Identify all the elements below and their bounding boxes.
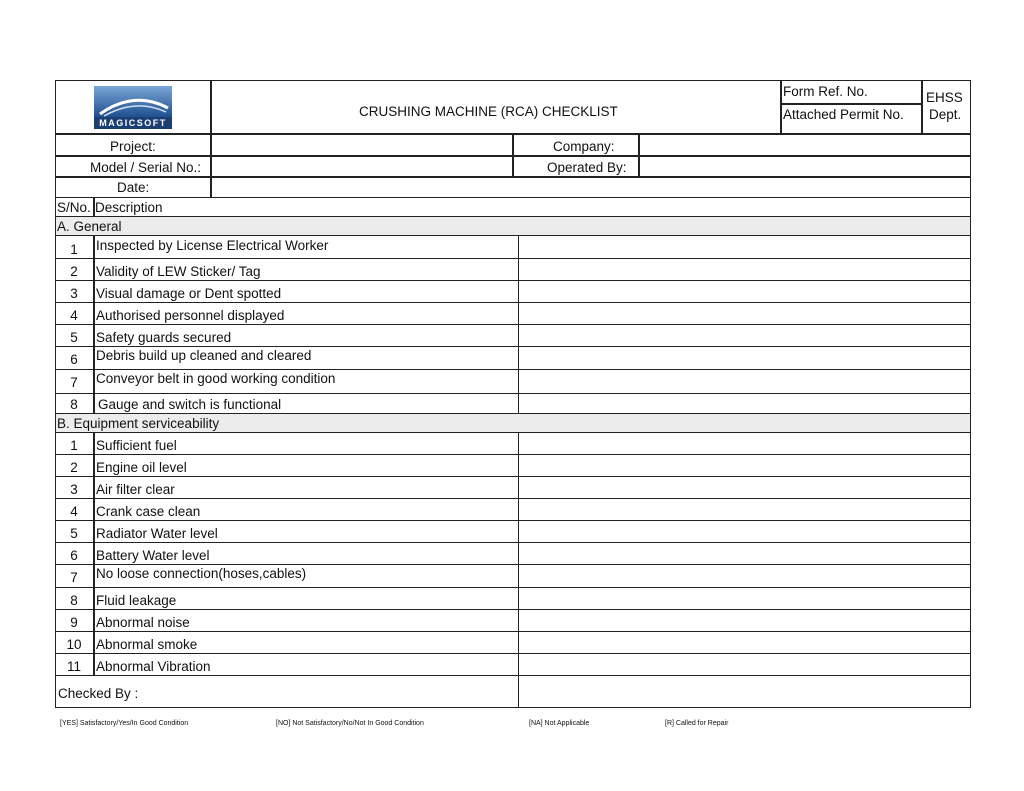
row-description: Radiator Water level [96,526,218,541]
row-description: Conveyor belt in good working condition [96,371,336,386]
check-field[interactable] [518,369,971,394]
description-header: Description [95,200,163,215]
check-field[interactable] [518,498,971,521]
row-description: Safety guards secured [96,330,232,345]
check-field[interactable] [518,564,971,588]
row-number: 4 [70,308,78,323]
check-field[interactable] [518,476,971,499]
check-field[interactable] [518,587,971,610]
date-field[interactable] [210,176,971,198]
legend-no: [NO] Not Satisfactory/No/Not In Good Condition [276,720,424,727]
row-description: Validity of LEW Sticker/ Tag [96,264,261,279]
operated-label: Operated By: [547,160,627,175]
check-field[interactable] [518,235,971,259]
check-field[interactable] [518,258,971,281]
row-number: 1 [70,242,78,257]
section-a-header [55,216,971,236]
row-number: 9 [70,615,78,630]
check-field[interactable] [518,542,971,565]
row-description: Visual damage or Dent spotted [96,286,282,301]
row-number: 4 [70,504,78,519]
row-description: Crank case clean [96,504,201,519]
row-number: 3 [70,482,78,497]
check-field[interactable] [518,609,971,632]
company-logo [94,86,172,129]
row-number: 6 [70,548,78,563]
check-field[interactable] [518,520,971,543]
row-description: Battery Water level [96,548,210,563]
model-field[interactable] [210,155,514,178]
row-description: Gauge and switch is functional [98,397,282,412]
checked-by-label: Checked By : [58,686,139,701]
row-description: Inspected by License Electrical Worker [96,238,329,253]
check-field[interactable] [518,454,971,477]
row-number: 2 [70,264,78,279]
row-description: Debris build up cleaned and cleared [96,348,312,363]
row-description: Authorised personnel displayed [96,308,285,323]
dept-line1: EHSS [926,90,963,105]
model-label: Model / Serial No.: [90,160,202,175]
sno-header: S/No. [57,200,91,215]
checked-by-field[interactable] [518,675,971,708]
row-number: 5 [70,330,78,345]
row-number: 11 [66,659,81,674]
logo-text: MAGICSOFT [99,118,167,128]
attached-permit-label: Attached Permit No. [783,107,904,122]
row-number: 2 [70,460,78,475]
legend-na: [NA] Not Applicable [529,720,590,727]
legend-yes: [YES] Satisfactory/Yes/In Good Condition [60,720,189,727]
table-header-row [55,197,971,217]
form-ref-label: Form Ref. No. [783,84,868,99]
company-field[interactable] [638,134,971,157]
check-field[interactable] [518,653,971,676]
check-field[interactable] [518,280,971,303]
row-number: 8 [70,397,78,412]
check-field[interactable] [518,432,971,455]
section-b-title: B. Equipment serviceability [57,416,220,431]
dept-line2: Dept. [929,107,962,122]
check-field[interactable] [518,631,971,654]
row-number: 6 [70,352,78,367]
row-description: Abnormal noise [96,615,190,630]
row-number: 3 [70,286,78,301]
section-a-title: A. General [57,219,122,234]
row-description: Air filter clear [96,482,175,497]
project-label: Project: [110,139,156,154]
row-number: 10 [66,637,82,652]
check-field[interactable] [518,324,971,347]
company-label: Company: [553,139,615,154]
row-description: Abnormal smoke [96,637,198,652]
page-title: CRUSHING MACHINE (RCA) CHECKLIST [359,104,618,119]
row-number: 8 [70,593,78,608]
row-number: 5 [70,526,78,541]
check-field[interactable] [518,393,971,414]
row-number: 7 [70,375,78,390]
legend-repair: [R] Called for Repair [665,720,729,727]
operated-field[interactable] [638,155,971,178]
row-description: Sufficient fuel [96,438,177,453]
date-label: Date: [117,180,150,195]
row-description: No loose connection(hoses,cables) [96,566,307,581]
row-description: Engine oil level [96,460,187,475]
row-description: Fluid leakage [96,593,177,608]
check-field[interactable] [518,346,971,370]
row-number: 1 [70,438,78,453]
row-number: 7 [70,570,78,585]
project-field[interactable] [210,134,514,157]
check-field[interactable] [518,302,971,325]
row-description: Abnormal Vibration [96,659,211,674]
